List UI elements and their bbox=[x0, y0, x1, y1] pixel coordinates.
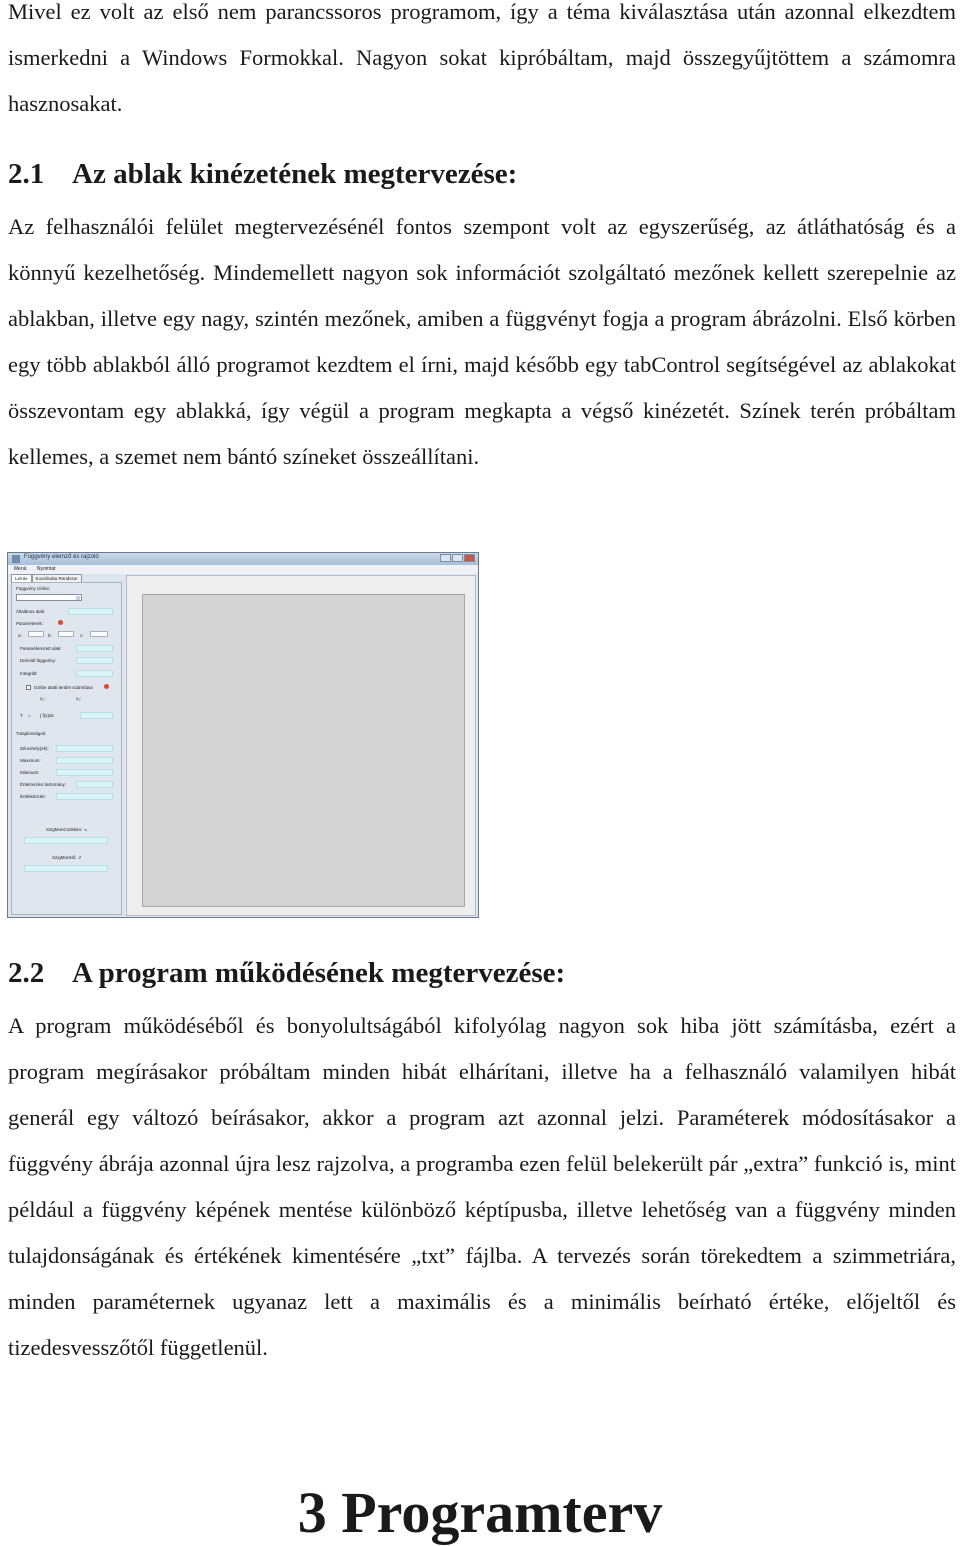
maximum-label: Maximum: bbox=[20, 758, 41, 763]
section-2-2-paragraph: A program működéséből és bonyolultságából kifolyólag nagyon sok hiba jött számításba, ezért a program megírásakor próbáltam minden hibát elhárítani, illetve ha a felhasználó valamilyen hibát generál egy változó beírásakor, akkor a program azt azonnal jelzi. Paraméterek módosításakor a függvény ábrája azonnal újra lesz rajzolva, a programba ezen felül belekerült pár „extra” funkció is, mint például a függvény képének mentése különböző képtípusba, illetve lehetőség van a függvény minden tulajdonságának és értékének kimentésére „txt” fájlba. A tervezés során törekedtem a szimmetriára, minden paraméternek ugyanaz lett a maximális és a minimális beírható értéke, előjeltől és tizedesvesszőtől függetlenül. bbox=[8, 1013, 956, 1360]
zeros-label: Zérushely(ek): bbox=[20, 746, 49, 751]
intro-paragraph: Mivel ez volt az első nem parancssoros programom, így a téma kiválasztása után azonnal elkezdtem ismerkedni a Windows Formokkal. Nagyon sokat kipróbáltam, majd összegyűjtöttem a számomra hasznosakat. bbox=[8, 0, 956, 116]
minimum-label: Minimum: bbox=[20, 770, 40, 775]
app-icon bbox=[12, 555, 20, 563]
t-label: T bbox=[20, 713, 23, 718]
window-titlebar bbox=[8, 553, 478, 565]
function-select bbox=[16, 594, 82, 601]
menu-bar bbox=[8, 565, 478, 574]
strictly-increasing-label: SzigMonNő: ↗ bbox=[52, 855, 82, 860]
area-checkbox bbox=[26, 685, 31, 690]
section-title: Az ablak kinézetének megtervezése: bbox=[72, 158, 518, 190]
section-2-1-paragraph: Az felhasználói felület megtervezésénél fontos szempont volt az egyszerűség, az átláthatóság és a könnyű kezelhetőség. Mindemellett nagyon sok információt szolgáltató mezőnek kellett szerepelnie az ablakban, illetve egy nagy, szintén mezőnek, amiben a függvényt fogja a program ábrázolni. Első körben egy több ablakból álló programot kezdtem el írni, majd később egy tabControl segítségével az ablakokat összevontam egy ablakká, így végül a program megkapta a végső kinézetét. Színek terén próbáltam kellemes, a szemet nem bántó színeket összeállítani. bbox=[8, 214, 956, 469]
area-result-field bbox=[80, 712, 113, 719]
param-a-input bbox=[28, 631, 44, 637]
general-form-label: Általános alak: bbox=[16, 609, 46, 614]
param-c-label: c: bbox=[80, 633, 84, 638]
menu-item-menu: Menü bbox=[14, 566, 27, 572]
function-picker-label: Függvény címke: bbox=[16, 586, 51, 591]
parameters-label: Paraméterek: bbox=[16, 621, 44, 626]
strictly-increasing-field bbox=[24, 865, 108, 872]
param-a-label: a: bbox=[18, 633, 22, 638]
parametric-form-label: Paraméterezett alak: bbox=[20, 646, 62, 651]
param-b-input bbox=[58, 631, 74, 637]
area-error-indicator-icon bbox=[104, 684, 109, 689]
minimize-icon bbox=[440, 554, 451, 562]
menu-item-print: Nyomtat bbox=[36, 566, 56, 572]
section-heading-2-2 bbox=[8, 953, 956, 993]
derivative-label: Derivált függvény: bbox=[20, 658, 57, 663]
parametric-form-field bbox=[76, 645, 113, 652]
section-number: 2.2 bbox=[8, 957, 45, 989]
section-heading-2-1 bbox=[8, 154, 956, 194]
range-label: Értékkészlet: bbox=[20, 794, 46, 799]
graph-frame bbox=[126, 575, 476, 916]
general-form-field bbox=[68, 608, 113, 615]
domain-field bbox=[76, 781, 113, 788]
strictly-decreasing-field bbox=[24, 837, 108, 844]
tab-strip bbox=[11, 574, 82, 582]
param-c-input bbox=[90, 631, 108, 637]
app-screenshot bbox=[7, 552, 479, 918]
x2-label: x₂: bbox=[76, 696, 82, 701]
close-icon bbox=[464, 554, 475, 562]
x1-label: x₁: bbox=[40, 696, 46, 701]
section-title: A program működésének megtervezése: bbox=[72, 957, 566, 989]
window-controls bbox=[440, 554, 475, 562]
integral-field bbox=[76, 670, 113, 677]
parameter-panel bbox=[11, 582, 122, 915]
domain-label: Értelmezési tartomány: bbox=[20, 782, 67, 787]
properties-label: Tulajdonságok: bbox=[16, 731, 47, 736]
function-graph-area bbox=[142, 594, 465, 907]
error-indicator-icon bbox=[58, 620, 63, 625]
minimum-field bbox=[56, 769, 113, 776]
integral-expression: ∫ f(x)dx bbox=[40, 713, 54, 718]
section-number: 2.1 bbox=[8, 158, 45, 190]
zeros-field bbox=[56, 745, 113, 752]
maximum-field bbox=[56, 757, 113, 764]
area-checkbox-label: Görbe alatti terület számítása bbox=[34, 685, 93, 690]
window-title: Függvény elemző és rajzoló bbox=[24, 554, 99, 560]
derivative-field bbox=[76, 657, 113, 664]
chapter-heading: 3 Programterv bbox=[297, 1480, 663, 1545]
param-b-label: b: bbox=[48, 633, 52, 638]
integral-label: Integrált: bbox=[20, 671, 38, 676]
maximize-icon bbox=[452, 554, 463, 562]
range-field bbox=[56, 793, 113, 800]
tab-description: Leírás bbox=[11, 574, 32, 582]
strictly-decreasing-label: SzigMonCsökken: ↘ bbox=[46, 827, 88, 832]
tab-coordinate-system: Koordináta Rendszer bbox=[32, 574, 82, 582]
equals-sign: = bbox=[28, 713, 31, 718]
